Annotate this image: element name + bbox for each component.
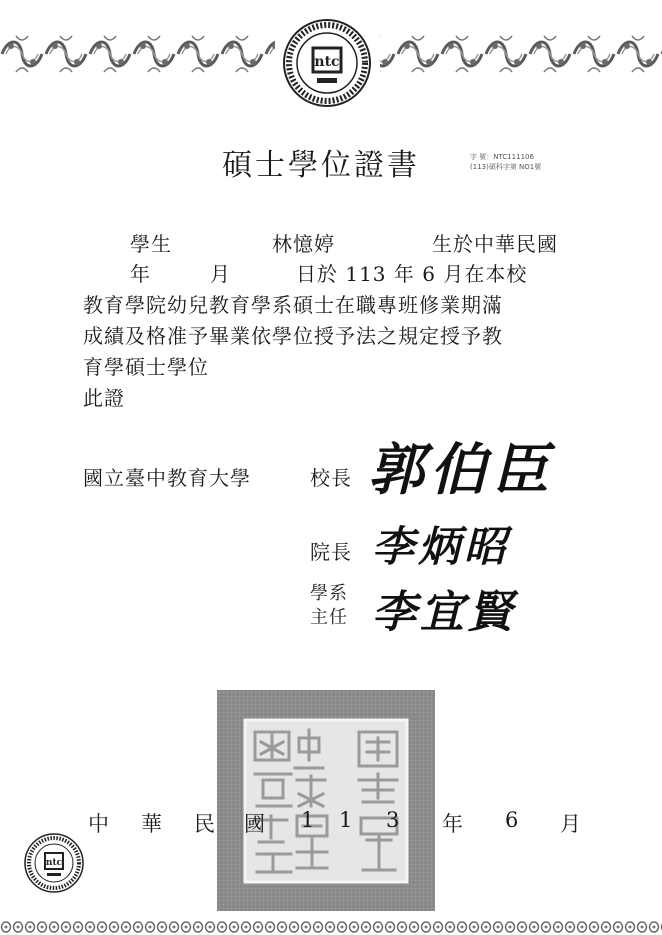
- body-line-2-month: 月: [210, 262, 231, 286]
- body-line-1-label: 學生: [130, 232, 172, 256]
- university-seal-bottom: [23, 832, 85, 894]
- serial-line-2: (113)碩科字第 NO1號: [470, 163, 542, 171]
- svg-text:ntc: ntc: [314, 54, 340, 70]
- body-line-2-year: 年: [130, 262, 151, 286]
- president-signature: 郭伯臣: [368, 437, 554, 503]
- body-line-1-birth: 生於中華民國: [432, 232, 558, 256]
- official-square-stamp: [217, 690, 435, 911]
- body-line-6: 此證: [83, 386, 125, 410]
- university-seal-top: [282, 18, 372, 108]
- date-char-guo: 國: [244, 812, 265, 836]
- svg-text:ntc: ntc: [45, 858, 63, 868]
- date-month-digit: 6: [505, 808, 519, 832]
- date-char-zhong: 中: [88, 812, 109, 836]
- date-char-nian: 年: [442, 812, 463, 836]
- president-title: 校長: [310, 466, 352, 490]
- chair-signature: 李宜賢: [372, 587, 516, 638]
- chair-title: [310, 582, 348, 630]
- date-char-hua: 華: [141, 812, 162, 836]
- body-line-4: 成績及格准予畢業依學位授予法之規定授予教: [83, 324, 503, 348]
- university-name: 國立臺中教育大學: [83, 466, 251, 490]
- date-year-digit-2: 1: [339, 808, 353, 832]
- body-line-5: 育學碩士學位: [83, 355, 209, 379]
- date-year-digit-3: 3: [386, 808, 400, 832]
- body-line-3: 教育學院幼兒教育學系碩士在職專班修業期滿: [83, 293, 503, 317]
- date-year-digit-1: 1: [301, 808, 315, 832]
- chair-title-line-2: 主任: [310, 607, 348, 628]
- student-name: 林憶婷: [272, 232, 335, 256]
- serial-line-1: 字 號：NTC111106: [470, 153, 534, 161]
- ornamental-border-bottom: [0, 919, 662, 935]
- certificate-title: 碩士學位證書: [222, 148, 420, 183]
- chair-title-line-1: 學系: [310, 583, 348, 604]
- date-char-yue: 月: [560, 812, 581, 836]
- dean-signature: 李炳昭: [372, 522, 511, 571]
- body-line-2-rest: 日於 113 年 6 月在本校: [296, 262, 528, 286]
- dean-title: 院長: [310, 540, 352, 564]
- serial-number: [470, 152, 541, 172]
- date-char-min: 民: [194, 812, 215, 836]
